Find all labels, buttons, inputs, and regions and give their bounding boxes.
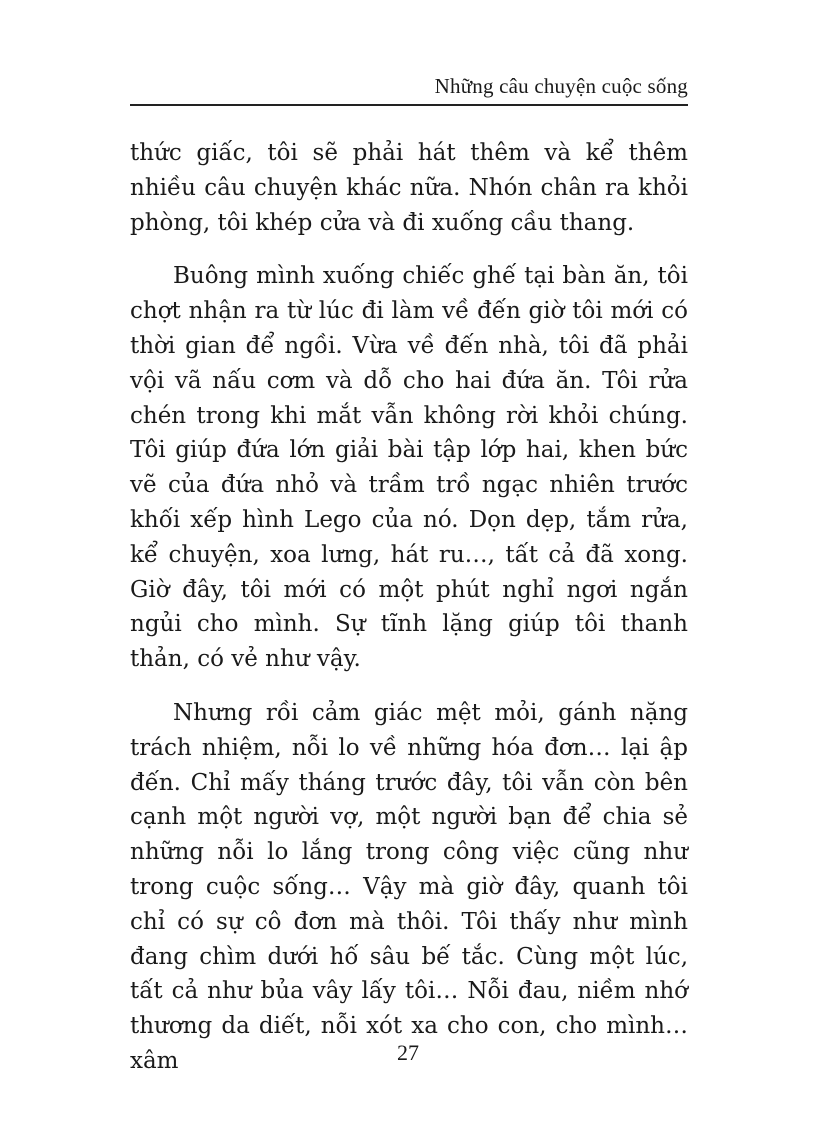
running-header xyxy=(130,74,688,106)
page-body xyxy=(130,136,688,1098)
paragraph: Buông mình xuống chiếc ghế tại bàn ăn, tôi chợt nhận ra từ lúc đi làm về đến giờ tôi mới có thời gian để ngồi. Vừa về đến nhà, tôi đã phải vội vã nấu cơm và dỗ cho hai đứa ăn. Tôi rửa chén trong khi mắt vẫn không rời khỏi chúng. Tôi giúp đứa lớn giải bài tập lớp hai, khen bức vẽ của đứa nhỏ và trầm trồ ngạc nhiên trước khối xếp hình Lego của nó. Dọn dẹp, tắm rửa, kể chuyện, xoa lưng, hát ru…, tất cả đã xong. Giờ đây, tôi mới có một phút nghỉ ngơi ngắn ngủi cho mình. Sự tĩnh lặng giúp tôi thanh thản, có vẻ như vậy. xyxy=(130,263,688,673)
page-number: 27 xyxy=(397,1040,419,1065)
running-header-title: Những câu chuyện cuộc sống xyxy=(434,74,688,98)
paragraph-continuation: thức giấc, tôi sẽ phải hát thêm và kể thêm nhiều câu chuyện khác nữa. Nhón chân ra khỏi phòng, tôi khép cửa và đi xuống cầu thang. xyxy=(130,140,688,236)
paragraph: Nhưng rồi cảm giác mệt mỏi, gánh nặng trách nhiệm, nỗi lo về những hóa đơn… lại ập đến. Chỉ mấy tháng trước đây, tôi vẫn còn bên cạnh một người vợ, một người bạn để chia sẻ những nỗi lo lắng trong công việc cũng như trong cuộc sống… Vậy mà giờ đây, quanh tôi chỉ có sự cô đơn mà thôi. Tôi thấy như mình đang chìm dưới hố sâu bế tắc. Cùng một lúc, tất cả như bủa vây lấy tôi… Nỗi đau, niềm nhớ thương da diết, nỗi xót xa cho con, cho mình… xâm xyxy=(130,699,688,1074)
